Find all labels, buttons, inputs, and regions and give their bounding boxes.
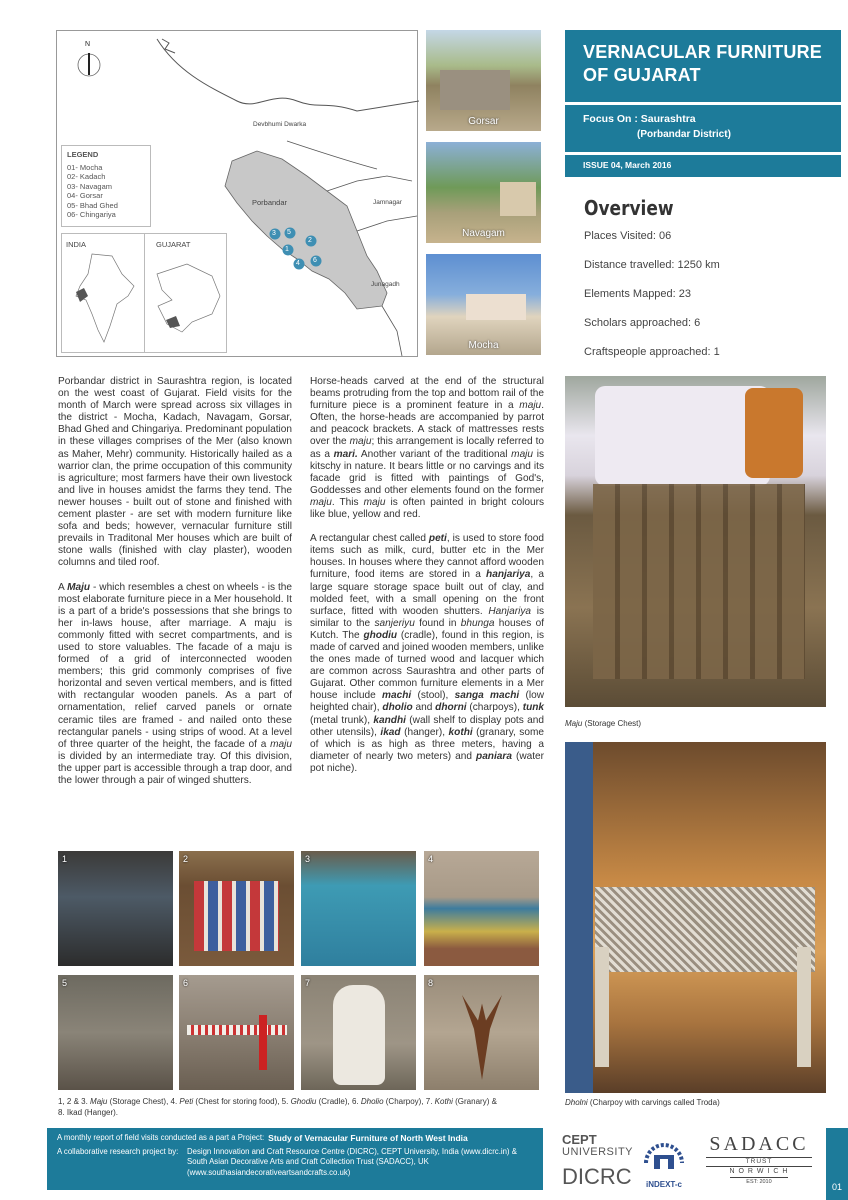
stat-elements: Elements Mapped: 23 [584,288,692,300]
logo-text: CEPT [562,1132,597,1147]
label-devbhumi: Devbhumi Dwarka [253,121,307,128]
porbandar-district [225,151,387,309]
grid-photo-2 [179,851,294,966]
grid-number: 5 [62,978,68,988]
title-line-1: VERNACULAR FURNITURE [583,42,822,62]
footer-project-name: Study of Vernacular Furniture of North West India [268,1133,468,1143]
issue-label: ISSUE 04, March 2016 [565,155,841,177]
legend-item: 05- Bhad Ghed [67,200,118,210]
grid-photo-1 [58,851,173,966]
inset-gujarat-label: GUJARAT [156,240,191,249]
grid-photo-4 [424,851,539,966]
marker-6: 6 [313,257,317,264]
caption-dholni: Dholni (Charpoy with carvings called Troda) [565,1098,720,1107]
stat-places: Places Visited: 06 [584,230,672,242]
footer-collab-line: Design Innovation and Craft Resource Centre (DICRC), CEPT University, India (www.dicrc.in) & [187,1146,517,1156]
logo-text: SADACC [709,1133,809,1155]
north-arrow [71,43,107,79]
legend-item: 03- Navagam [67,181,113,191]
inset-india-label: INDIA [66,240,87,249]
grid-photo-8 [424,975,539,1090]
logo-text: iNDEXT-c [645,1180,682,1189]
text-column-1 [58,376,292,799]
legend-item: 06- Chingariya [67,210,116,219]
overview-section [584,196,834,375]
grid-caption: 1, 2 & 3. Maju (Storage Chest), 4. Peti (Chest for storing food), 5. Ghodiu (Cradle), 6. Dholio (Charpoy), 7. Kothi (Granary) & 8. Ikad (Hanger). [58,1097,497,1117]
indext-mark [640,1133,688,1175]
footer-collab-label: A collaborative research project by: [57,1146,179,1156]
focus-district: (Porbandar District) [637,129,731,140]
stat-distance: Distance travelled: 1250 km [584,259,720,271]
title-line-2: OF GUJARAT [583,65,701,85]
legend-title: LEGEND [67,150,99,159]
marker-5: 5 [287,229,291,236]
cept-dicrc-logo [562,1132,634,1190]
caption-maju: Maju (Storage Chest) [565,719,642,728]
footer-collab-line: South Asian Decorative Arts and Craft Collection Trust (SADACC), UK [187,1157,429,1166]
location-map [56,30,418,357]
logo-text: DICRC [562,1164,632,1189]
photo-dholni-charpoy [565,742,826,1093]
photo-gorsar [426,30,541,131]
grid-photo-6 [179,975,294,1090]
page-number: 01 [826,1128,848,1200]
page-title-block [565,30,841,102]
photo-maju-storage-chest [565,376,826,707]
grid-number: 6 [183,978,189,988]
paragraph: Horse-heads carved at the end of the structural beams protruding from the top and bottom rail of the furniture piece is a prominent feature in a maju. Often, the horse-heads are accompanied by parrot and peacock brackets. A stack of mattresses rests over the maju; this arrangement is locally referred to as a mari. Another variant of the traditional maju is kitschy in nature. It bears little or no carvings and its facade grid is fitted with paintings of God's, Goddesses and other elements found on the former maju. This maju is often painted in bright colours like blue, yellow and red. [310,376,545,521]
grid-number: 4 [428,854,434,864]
sadacc-logo [700,1133,818,1186]
legend-item: 01- Mocha [67,162,103,172]
marker-4: 4 [296,260,300,267]
marker-2: 2 [308,237,312,244]
grid-photo-5 [58,975,173,1090]
label-junagadh: Junagadh [371,281,400,288]
grid-number: 2 [183,854,189,864]
photo-navagam [426,142,541,243]
stat-craftspeople: Craftspeople approached: 1 [584,346,720,358]
paragraph: A Maju - which resembles a chest on wheels - is the most elaborate furniture piece in a Mer household. It is a part of a bride's possessions that she brings to her in-laws house, after marriage. A maju is commonly fitted with secret compartments, and is used to store valuables. The facade of a maju is formed of a grid of interconnected wooden members; this grid commonly comprises of five horizontal and seven vertical members, and is fitted with rectangular wooden panels. As a part of ornamentation, relief carved panels or ornate ceramic tiles are framed - and nailed onto these rectangular panels - using strips of wood. At a level of three quarter of the height, the facade of a maju is divided by an intermediate tray. Of this division, the upper part is accessible through a trap door, and the lower through a pair of winged shutters. [58,581,292,786]
photo-caption: Gorsar [468,116,499,127]
logo-text: UNIVERSITY [562,1146,634,1158]
photo-caption: Navagam [462,228,505,239]
marker-3: 3 [272,230,276,237]
logo-text: N O R W I C H [729,1168,789,1175]
legend-item: 04- Gorsar [67,191,103,200]
photo-mocha [426,254,541,355]
focus-label: Focus On : [583,113,638,125]
indext-logo [638,1133,690,1189]
photo-caption: Mocha [468,340,499,351]
inset-maps [62,234,228,354]
grid-number: 3 [305,854,311,864]
focus-block [565,105,841,152]
logo-text: TRUST [706,1157,812,1167]
paragraph: A rectangular chest called peti, is used to store food items such as milk, curd, butter etc in the Mer houses. In houses where they cannot afford wooden furniture, food items are stored in a hanjariya, a large square storage space built out of clay, and molded feet, with a small opening on the front surface, fitted with wooden shutters. Hanjariya is similar to the sanjeriyu found in bhunga houses of Kutch. The ghodiu (cradle), found in this region, is made of carved and joined wooden members, unlike the ones made of turned wood and lacquer which are common across Saurashtra and other parts of Gujarat. Other common furniture elements in a Mer house include machi (stool), sanga machi (low heighted chair), dholio and dhorni (charpoys), tunk (metal trunk), kandhi (wall shelf to display pots and other utensils), ikad (hanger), kothi (granary, some of which is as high as three meters, having a diameter of nearly two meters) and paniara (water pot niche). [310,533,545,774]
overview-heading: Overview [584,196,674,220]
logo-text: EST: 2010 [730,1177,788,1186]
map-inset [61,233,227,353]
paragraph: Porbandar district in Saurashtra region, is located on the west coast of Gujarat. Field visits for the month of March were spread across six villages in the district - Mocha, Kadach, Navagam, Gorsar, Bhad Ghed and Chingariya. Predominant population in these villages comprises of the Mer (also known as Maher, Mehr) community. Historically hailed as a warrior clan, the prime occupation of this community is agriculture; most farmers have their own livestock and live in houses amidst the farms they tend. The newer houses - built out of stone and finished with cement plaster - are set with modern furniture like sofa and beds; however, vernacular furniture still prevails in Traditonal Mer houses which are built of stone walls (finished with clay plaster), wooden columns and tiled roof. [58,376,292,569]
grid-number: 8 [428,978,434,988]
footer-band [47,1128,543,1190]
focus-region: Saurashtra [640,113,696,125]
marker-1: 1 [285,246,289,253]
footer-project-label: A monthly report of field visits conducted as a part a Project: [57,1133,265,1142]
north-label: N [85,41,91,48]
label-jamnagar: Jamnagar [373,199,402,206]
text-column-2 [310,376,544,787]
grid-photo-7 [301,975,416,1090]
grid-number: 1 [62,854,68,864]
footer-collab-line: (www.southasiandecorativeartsandcrafts.co.uk) [187,1167,351,1177]
grid-photo-3 [301,851,416,966]
legend-item: 02- Kadach [67,172,106,181]
grid-number: 7 [305,978,311,988]
label-porbandar: Porbandar [252,198,288,207]
stat-scholars: Scholars approached: 6 [584,317,701,329]
map-legend [61,145,151,227]
